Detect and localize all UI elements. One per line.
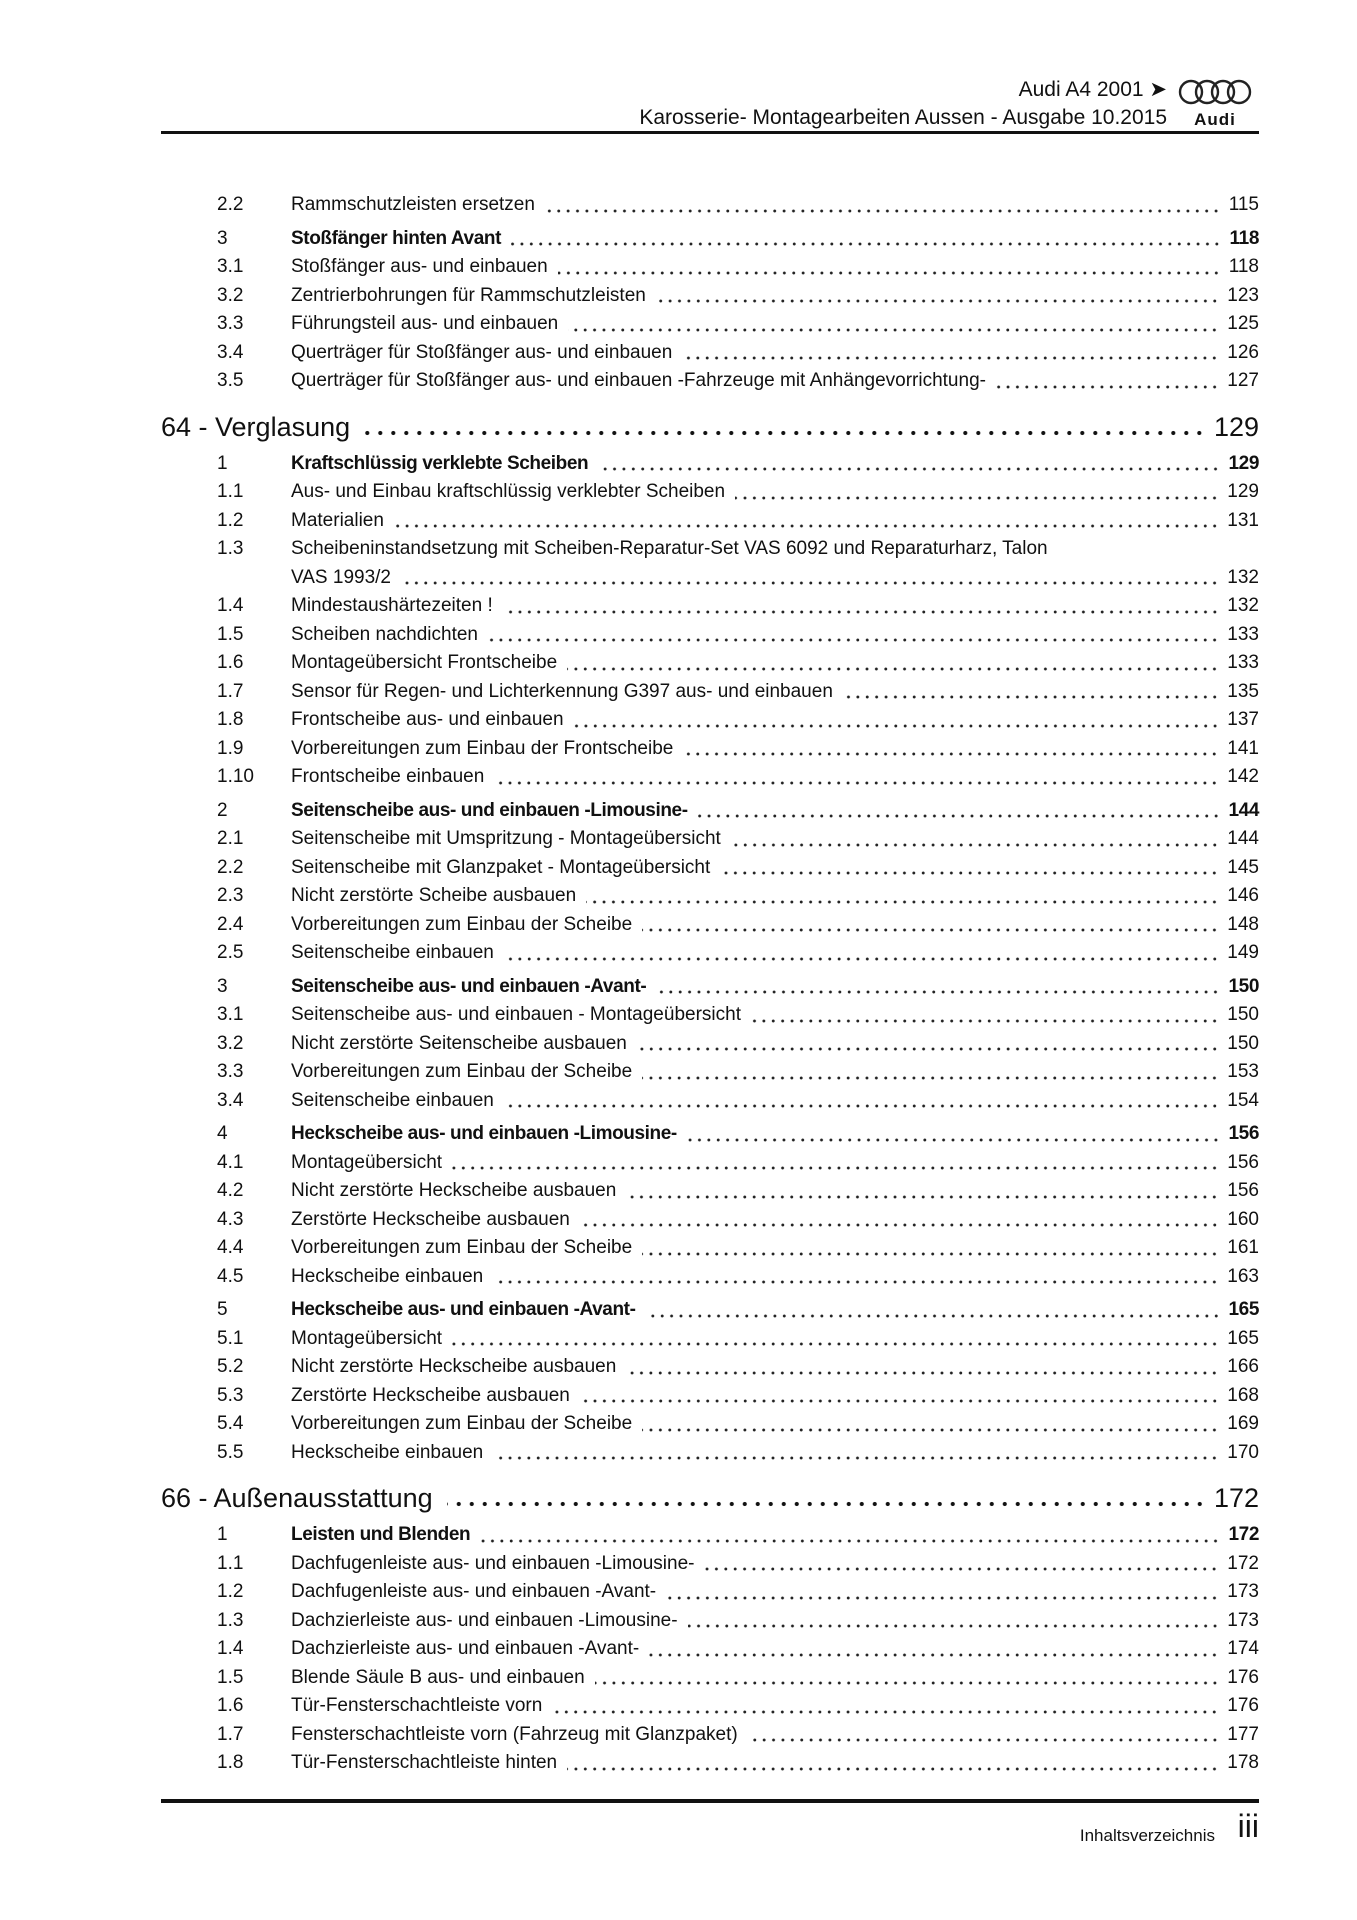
entry-title: 64 - Verglasung: [161, 411, 351, 442]
dot-leader: [642, 1234, 1219, 1263]
toc-entry[interactable]: [161, 735, 1259, 764]
footer-rule: [161, 1799, 1259, 1803]
entry-page: 132: [1227, 595, 1259, 616]
entry-number: 3.1: [217, 256, 244, 277]
dot-leader: [504, 1087, 1219, 1116]
entry-title: Seitenscheibe aus- und einbauen - Montageübersicht: [291, 1004, 741, 1025]
toc-chapter[interactable]: [161, 1480, 1259, 1516]
entry-title: Heckscheibe einbauen: [291, 1265, 484, 1287]
dot-leader: [568, 310, 1219, 339]
entry-title: Seitenscheibe mit Glanzpaket - Montageübersicht: [291, 856, 711, 878]
entry-title: Zerstörte Heckscheibe ausbauen: [291, 1384, 570, 1406]
toc-entry[interactable]: [161, 1521, 1259, 1550]
toc-entry[interactable]: [161, 1410, 1259, 1439]
entry-page: 144: [1227, 828, 1259, 849]
entry-title: Dachfugenleiste aus- und einbauen -Avant-: [291, 1581, 657, 1602]
entry-title: Stoßfänger aus- und einbauen: [291, 256, 548, 277]
entry-page: 170: [1227, 1441, 1259, 1463]
dot-leader: [598, 450, 1220, 479]
entry-title: Scheibeninstandsetzung mit Scheiben-Reparatur-Set VAS 6092 und Reparaturharz, Talon: [291, 538, 1048, 559]
header-title: Karosserie- Montagearbeiten Aussen - Ausgabe 10.2015: [639, 106, 1167, 129]
entry-title: Blende Säule B aus- und einbauen: [291, 1666, 585, 1688]
dot-leader: [558, 253, 1221, 282]
entry-title: Mindestaushärtezeiten !: [291, 595, 493, 616]
entry-title: Frontscheibe aus- und einbauen: [291, 709, 564, 730]
entry-title: Vorbereitungen zum Einbau der Scheibe: [291, 1237, 633, 1258]
entry-title: Heckscheibe aus- und einbauen -Avant-: [291, 1299, 636, 1320]
dot-leader: [452, 1149, 1219, 1178]
entry-number: 2.4: [217, 913, 244, 935]
entry-title: Querträger für Stoßfänger aus- und einbauen: [291, 341, 673, 363]
entry-page: 163: [1227, 1265, 1259, 1287]
entry-number: 2: [217, 799, 228, 821]
entry-page: 131: [1227, 509, 1259, 531]
entry-number: 1.5: [217, 1666, 244, 1688]
entry-page: 165: [1228, 1299, 1259, 1320]
entry-page: 142: [1227, 766, 1259, 787]
dot-leader: [503, 592, 1220, 621]
entry-title: Seitenscheibe mit Umspritzung - Montageübersicht: [291, 828, 721, 849]
entry-page: 166: [1227, 1356, 1259, 1377]
toc-chapter[interactable]: [161, 409, 1259, 445]
entry-page: 129: [1228, 452, 1259, 474]
header-model: Audi A4 2001 ➤: [1018, 78, 1167, 101]
dot-leader: [595, 1664, 1220, 1693]
toc-entry[interactable]: [161, 339, 1259, 368]
entry-title: Querträger für Stoßfänger aus- und einbauen -Fahrzeuge mit Anhängevorrichtung-: [291, 370, 986, 391]
entry-number: 5.3: [217, 1384, 244, 1406]
entry-page: 149: [1227, 942, 1259, 963]
entry-title: Materialien: [291, 509, 384, 531]
entry-title: Heckscheibe einbauen: [291, 1441, 484, 1463]
dot-leader: [683, 735, 1219, 764]
toc-entry[interactable]: [161, 1087, 1259, 1116]
entry-number: 1.8: [217, 709, 244, 730]
toc-entry[interactable]: [161, 797, 1259, 826]
entry-title: Dachfugenleiste aus- und einbauen -Limousine-: [291, 1552, 695, 1574]
entry-number: 2.2: [217, 856, 244, 878]
dot-leader: [748, 1721, 1220, 1750]
entry-title: Stoßfänger hinten Avant: [291, 227, 502, 249]
entry-title: Seitenscheibe aus- und einbauen -Limousine-: [291, 799, 688, 821]
toc-entry[interactable]: [161, 535, 1259, 592]
entry-title: Nicht zerstörte Heckscheibe ausbauen: [291, 1180, 617, 1201]
dot-leader: [649, 1635, 1219, 1664]
toc-entry[interactable]: [161, 478, 1259, 507]
dot-leader: [574, 706, 1220, 735]
toc-entry[interactable]: [161, 911, 1259, 940]
dot-leader: [682, 339, 1219, 368]
entry-page: 156: [1228, 1123, 1259, 1144]
toc-entry[interactable]: [161, 253, 1259, 282]
entry-title: Leisten und Blenden: [291, 1524, 471, 1545]
entry-page: 118: [1229, 227, 1259, 249]
entry-number: 2.5: [217, 942, 244, 963]
entry-page: 137: [1227, 709, 1259, 730]
entry-number: 4.1: [217, 1151, 244, 1173]
dot-leader: [504, 939, 1219, 968]
toc-entry[interactable]: [161, 1578, 1259, 1607]
toc-entry[interactable]: [161, 973, 1259, 1002]
audi-logo: [1171, 78, 1259, 129]
entry-title: Heckscheibe aus- und einbauen -Limousine-: [291, 1123, 677, 1144]
dot-leader: [580, 1382, 1219, 1411]
toc-entry[interactable]: [161, 678, 1259, 707]
entry-page: 146: [1227, 885, 1259, 906]
entry-page: 123: [1227, 284, 1259, 306]
entry-title: Aus- und Einbau kraftschlüssig verklebter Scheiben: [291, 481, 726, 502]
entry-number: 1.7: [217, 680, 244, 702]
entry-number: 3.5: [217, 370, 244, 391]
entry-page: 135: [1227, 680, 1259, 702]
entry-number: 1.8: [217, 1752, 244, 1773]
entry-title: Frontscheibe einbauen: [291, 766, 485, 787]
dot-leader: [996, 367, 1219, 396]
dot-leader: [704, 1550, 1219, 1579]
dot-leader: [401, 564, 1219, 593]
entry-number: 3: [217, 975, 228, 997]
dot-leader: [637, 1030, 1219, 1059]
entry-page: 129: [1213, 411, 1259, 442]
entry-page: 168: [1227, 1384, 1259, 1406]
entry-number: 5.4: [217, 1413, 244, 1434]
dot-leader: [580, 1206, 1219, 1235]
toc-entry[interactable]: [161, 1149, 1259, 1178]
dot-leader: [493, 1439, 1219, 1468]
entry-page: 132: [1227, 566, 1259, 588]
toc-entry[interactable]: [161, 1439, 1259, 1468]
entry-number: 2.3: [217, 885, 244, 906]
entry-title: Scheiben nachdichten: [291, 623, 478, 645]
entry-number: 5.5: [217, 1441, 244, 1463]
toc-entry[interactable]: [161, 1692, 1259, 1721]
dot-leader: [656, 282, 1219, 311]
table-of-contents: [161, 191, 1259, 1778]
entry-title-line2: [291, 564, 1259, 593]
dot-leader: [488, 621, 1219, 650]
entry-title: Seitenscheibe einbauen: [291, 942, 494, 963]
logo-text: Audi: [1194, 110, 1236, 129]
toc-entry[interactable]: [161, 191, 1259, 220]
entry-page: 127: [1227, 370, 1259, 391]
entry-page: 126: [1227, 341, 1259, 363]
toc-entry[interactable]: [161, 225, 1259, 254]
dot-leader: [751, 1001, 1219, 1030]
dot-leader: [545, 191, 1221, 220]
entry-number: 1.2: [217, 509, 244, 531]
dot-leader: [731, 825, 1219, 854]
entry-title: Dachzierleiste aus- und einbauen -Avant-: [291, 1638, 640, 1659]
entry-number: 2.2: [217, 194, 244, 215]
entry-title: Seitenscheibe einbauen: [291, 1089, 494, 1111]
entry-page: 169: [1227, 1413, 1259, 1434]
entry-title: Montageübersicht: [291, 1151, 443, 1173]
dot-leader: [687, 1120, 1221, 1149]
entry-number: 1.3: [217, 538, 244, 559]
entry-page: 129: [1227, 481, 1259, 502]
entry-title: Nicht zerstörte Seitenscheibe ausbauen: [291, 1032, 627, 1054]
entry-number: 1: [217, 452, 228, 474]
dot-leader: [586, 882, 1219, 911]
entry-title-block: [291, 535, 1259, 592]
entry-number: 1.9: [217, 737, 244, 759]
entry-title: Vorbereitungen zum Einbau der Scheibe: [291, 1413, 633, 1434]
toc-entry[interactable]: [161, 825, 1259, 854]
toc-entry[interactable]: [161, 1001, 1259, 1030]
entry-title: Vorbereitungen zum Einbau der Scheibe: [291, 913, 633, 935]
entry-page: 153: [1227, 1061, 1259, 1082]
entry-number: 1.2: [217, 1581, 244, 1602]
entry-number: 3.3: [217, 313, 244, 334]
entry-number: 1.4: [217, 1638, 244, 1659]
entry-number: 1.4: [217, 595, 244, 616]
entry-page: 156: [1227, 1180, 1259, 1201]
dot-leader: [494, 763, 1219, 792]
dot-leader: [843, 678, 1219, 707]
toc-entry[interactable]: [161, 1058, 1259, 1087]
footer-label: Inhaltsverzeichnis: [1079, 1826, 1215, 1845]
toc-entry[interactable]: [161, 1263, 1259, 1292]
toc-entry[interactable]: [161, 1382, 1259, 1411]
toc-entry[interactable]: [161, 507, 1259, 536]
dot-leader: [480, 1521, 1220, 1550]
entry-title: Tür-Fensterschachtleiste hinten: [291, 1752, 558, 1773]
toc-entry[interactable]: [161, 763, 1259, 792]
toc-entry[interactable]: [161, 1635, 1259, 1664]
entry-title: Vorbereitungen zum Einbau der Frontscheibe: [291, 737, 674, 759]
entry-page: 176: [1227, 1666, 1259, 1688]
entry-number: 3.4: [217, 1089, 244, 1111]
entry-page: 118: [1228, 256, 1259, 277]
dot-leader: [656, 973, 1220, 1002]
entry-title: Nicht zerstörte Heckscheibe ausbauen: [291, 1356, 617, 1377]
toc-entry[interactable]: [161, 649, 1259, 678]
toc-entry[interactable]: [161, 621, 1259, 650]
entry-number: 3.2: [217, 1032, 244, 1054]
entry-title: Sensor für Regen- und Lichterkennung G397 aus- und einbauen: [291, 680, 833, 702]
entry-page: 150: [1227, 1004, 1259, 1025]
dot-leader: [493, 1263, 1219, 1292]
dot-leader: [511, 225, 1222, 254]
header-rule: [161, 131, 1259, 134]
toc-entry[interactable]: [161, 1664, 1259, 1693]
entry-number: 1.1: [217, 1552, 244, 1574]
entry-page: 172: [1213, 1483, 1259, 1513]
dot-leader: [452, 1325, 1219, 1354]
dot-leader: [735, 478, 1219, 507]
toc-entry[interactable]: [161, 1030, 1259, 1059]
dot-leader: [688, 1607, 1220, 1636]
toc-entry[interactable]: [161, 1234, 1259, 1263]
entry-number: 1: [217, 1524, 228, 1545]
entry-title: Dachzierleiste aus- und einbauen -Limousine-: [291, 1609, 678, 1631]
entry-title: Zentrierbohrungen für Rammschutzleisten: [291, 284, 646, 306]
toc-entry[interactable]: [161, 1325, 1259, 1354]
entry-number: 1.7: [217, 1723, 244, 1745]
entry-number: 4: [217, 1123, 228, 1144]
toc-entry[interactable]: [161, 1296, 1259, 1325]
entry-page: 173: [1227, 1609, 1259, 1631]
entry-page: 177: [1227, 1723, 1259, 1745]
entry-number: 3.2: [217, 284, 244, 306]
entry-title: Rammschutzleisten ersetzen: [291, 194, 535, 215]
entry-page: 150: [1227, 1032, 1259, 1054]
entry-page: 156: [1227, 1151, 1259, 1173]
toc-entry[interactable]: [161, 367, 1259, 396]
entry-title-cont: VAS 1993/2: [291, 566, 392, 588]
entry-page: 133: [1227, 652, 1259, 673]
entry-page: 173: [1227, 1581, 1259, 1602]
entry-number: 4.2: [217, 1180, 244, 1201]
entry-title: Zerstörte Heckscheibe ausbauen: [291, 1208, 570, 1230]
entry-number: 3: [217, 227, 228, 249]
toc-entry[interactable]: [161, 1353, 1259, 1382]
toc-entry[interactable]: [161, 854, 1259, 883]
entry-number: 1.6: [217, 652, 244, 673]
entry-title: Kraftschlüssig verklebte Scheiben: [291, 452, 589, 474]
entry-number: 1.10: [217, 766, 254, 787]
entry-title: Nicht zerstörte Scheibe ausbauen: [291, 885, 577, 906]
dot-leader: [626, 1353, 1219, 1382]
toc-entry[interactable]: [161, 1177, 1259, 1206]
entry-number: 4.5: [217, 1265, 244, 1287]
toc-entry[interactable]: [161, 1607, 1259, 1636]
entry-title: Vorbereitungen zum Einbau der Scheibe: [291, 1061, 633, 1082]
entry-number: 3.3: [217, 1061, 244, 1082]
entry-page: 144: [1228, 799, 1259, 821]
toc-entry[interactable]: [161, 592, 1259, 621]
toc-entry[interactable]: [161, 1120, 1259, 1149]
entry-page: 150: [1228, 975, 1259, 997]
entry-number: 1.5: [217, 623, 244, 645]
entry-page: 174: [1227, 1638, 1259, 1659]
entry-number: 2.1: [217, 828, 244, 849]
dot-leader: [642, 911, 1219, 940]
toc-entry[interactable]: [161, 1206, 1259, 1235]
toc-entry[interactable]: [161, 882, 1259, 911]
audi-rings-icon: [1177, 78, 1253, 106]
dot-leader: [626, 1177, 1219, 1206]
toc-entry[interactable]: [161, 706, 1259, 735]
toc-entry[interactable]: [161, 939, 1259, 968]
entry-page: 176: [1227, 1695, 1259, 1716]
entry-number: 4.3: [217, 1208, 244, 1230]
dot-leader: [447, 1480, 1206, 1516]
dot-leader: [646, 1296, 1221, 1325]
entry-number: 5: [217, 1299, 228, 1320]
dot-leader: [666, 1578, 1219, 1607]
toc-entry[interactable]: [161, 450, 1259, 479]
toc-entry[interactable]: [161, 282, 1259, 311]
entry-number: 1.1: [217, 481, 244, 502]
entry-title: Montageübersicht Frontscheibe: [291, 652, 558, 673]
dot-leader: [720, 854, 1219, 883]
toc-entry[interactable]: [161, 1749, 1259, 1778]
entry-page: 145: [1227, 856, 1259, 878]
entry-page: 165: [1227, 1327, 1259, 1349]
entry-number: 5.1: [217, 1327, 244, 1349]
entry-page: 133: [1227, 623, 1259, 645]
entry-page: 125: [1227, 313, 1259, 334]
entry-title: Tür-Fensterschachtleiste vorn: [291, 1695, 543, 1716]
dot-leader: [394, 507, 1219, 536]
toc-entry[interactable]: [161, 1550, 1259, 1579]
dot-leader: [552, 1692, 1219, 1721]
entry-page: 141: [1227, 737, 1259, 759]
dot-leader: [567, 1749, 1219, 1778]
entry-page: 172: [1227, 1552, 1259, 1574]
entry-number: 1.3: [217, 1609, 244, 1631]
entry-page: 161: [1227, 1237, 1259, 1258]
toc-entry[interactable]: [161, 1721, 1259, 1750]
entry-title: Fensterschachtleiste vorn (Fahrzeug mit Glanzpaket): [291, 1723, 738, 1745]
entry-title: Seitenscheibe aus- und einbauen -Avant-: [291, 975, 647, 997]
entry-page: 148: [1227, 913, 1259, 935]
dot-leader: [698, 797, 1221, 826]
entry-number: 3.4: [217, 341, 244, 363]
entry-number: 3.1: [217, 1004, 244, 1025]
dot-leader: [642, 1410, 1219, 1439]
entry-title: Führungsteil aus- und einbauen: [291, 313, 559, 334]
entry-title: 66 - Außenausstattung: [161, 1483, 433, 1513]
entry-page: 154: [1227, 1089, 1259, 1111]
entry-page: 172: [1228, 1524, 1259, 1545]
toc-entry[interactable]: [161, 310, 1259, 339]
footer-page-number: iii: [1237, 1808, 1259, 1844]
entry-number: 4.4: [217, 1237, 244, 1258]
dot-leader: [642, 1058, 1219, 1087]
entry-page: 115: [1228, 194, 1259, 215]
entry-title: Montageübersicht: [291, 1327, 443, 1349]
dot-leader: [567, 649, 1219, 678]
page-header: [639, 76, 1167, 132]
entry-page: 160: [1227, 1208, 1259, 1230]
dot-leader: [364, 409, 1206, 445]
entry-number: 1.6: [217, 1695, 244, 1716]
entry-page: 178: [1227, 1752, 1259, 1773]
entry-number: 5.2: [217, 1356, 244, 1377]
